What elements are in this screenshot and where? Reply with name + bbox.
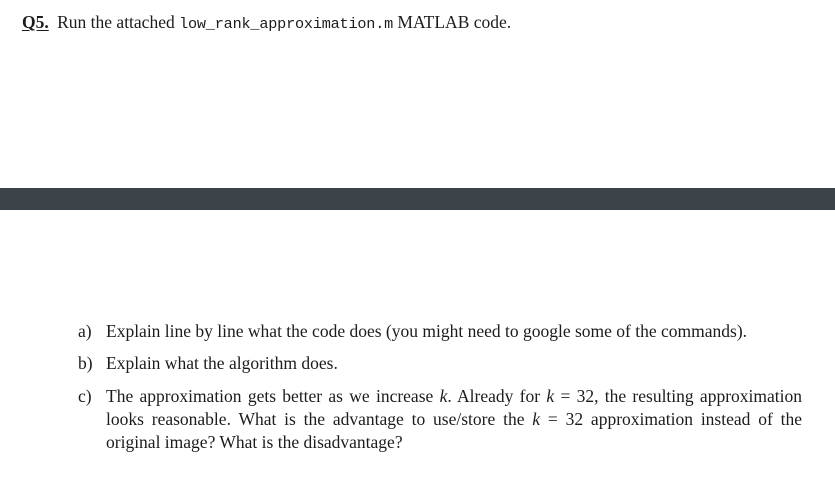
text-segment-4: approximation instead of the original image? What is the disadvantage? bbox=[106, 408, 802, 453]
text-segment-3: , the resulting approximation looks reasonable. What is the advantage to use/store the bbox=[106, 385, 802, 429]
equation-k-equals-32 bbox=[546, 386, 594, 406]
equation-k-equals-32 bbox=[532, 409, 583, 429]
list-item bbox=[78, 385, 802, 455]
text-segment-1: The approximation gets better as we increase bbox=[106, 385, 440, 406]
question-heading bbox=[22, 12, 815, 34]
list-item-marker: a) bbox=[78, 321, 92, 341]
list-item-text bbox=[106, 385, 802, 455]
question-text-before-code: Run the attached bbox=[57, 12, 175, 32]
text-segment-2: . Already for bbox=[447, 385, 547, 406]
list-item-marker: c) bbox=[78, 385, 92, 406]
math-value: 32 bbox=[565, 408, 584, 429]
image-strip bbox=[0, 188, 835, 210]
math-value: 32 bbox=[576, 385, 595, 406]
question-number: Q5. bbox=[22, 12, 49, 32]
question-text-after-code: MATLAB code. bbox=[397, 12, 512, 32]
math-variable-k: k bbox=[439, 385, 448, 406]
subquestion-list bbox=[78, 320, 802, 463]
math-relation: = bbox=[547, 408, 558, 429]
list-item-text: Explain what the algorithm does. bbox=[106, 353, 338, 374]
list-item bbox=[78, 352, 802, 375]
list-item-text: Explain line by line what the code does (you might need to google some of the commands). bbox=[106, 321, 748, 341]
code-filename: low_rank_approximation.m bbox=[179, 15, 394, 33]
math-variable-k: k bbox=[532, 408, 541, 429]
list-item-marker: b) bbox=[78, 353, 93, 374]
math-relation: = bbox=[560, 385, 571, 406]
list-item bbox=[78, 320, 802, 343]
math-variable-k: k bbox=[546, 385, 555, 406]
